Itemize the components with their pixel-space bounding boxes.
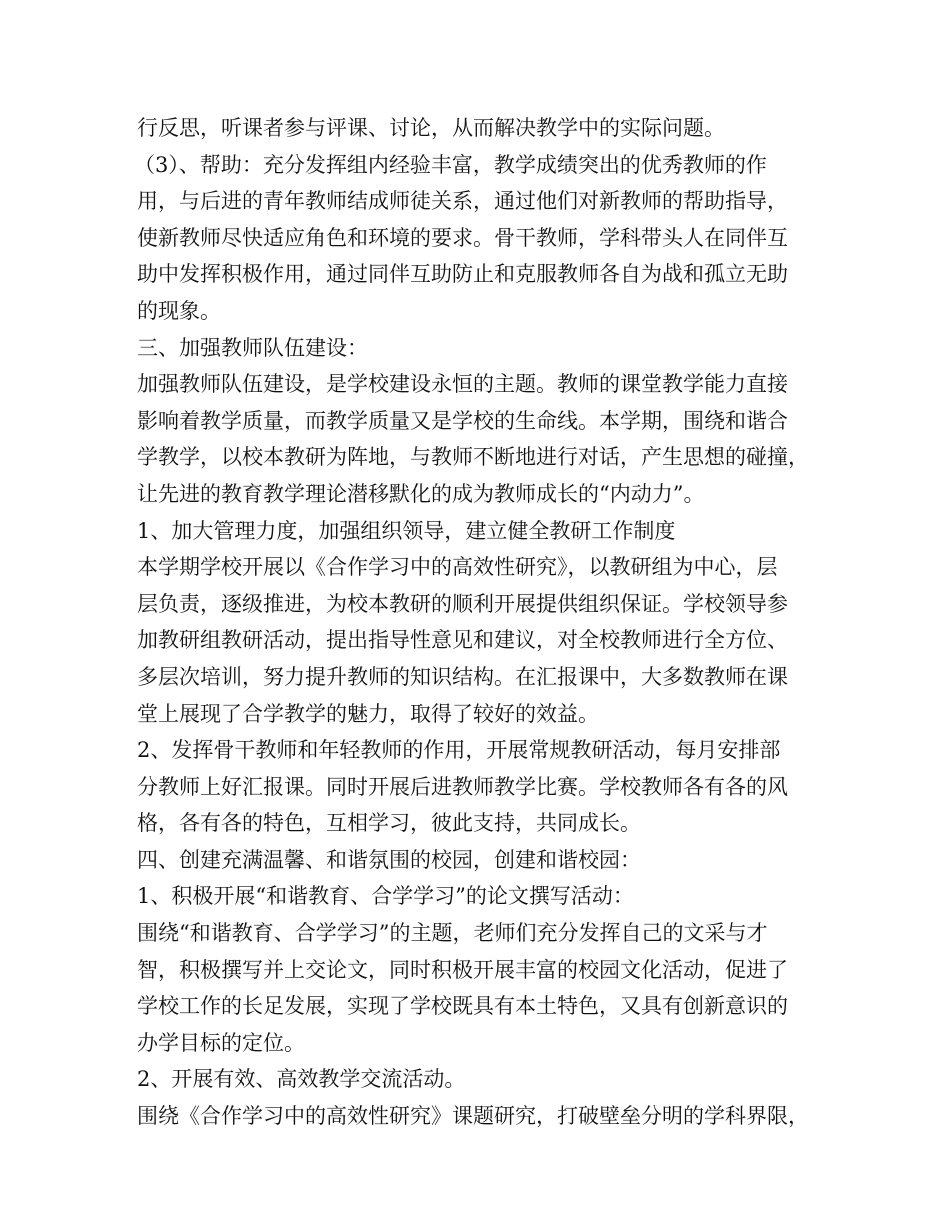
subsection-heading: 2、开展有效、高效教学交流活动。 <box>137 1067 466 1092</box>
text-line: 用，与后进的青年教师结成师徒关系，通过他们对新教师的帮助指导， <box>137 189 788 214</box>
text-line: 格，各有各的特色，互相学习，彼此支持，共同成长。 <box>137 811 641 836</box>
text-line: 2、发挥骨干教师和年轻教师的作用，开展常规教研活动，每月安排部 <box>137 738 781 763</box>
text-line: 分教师上好汇报课。同时开展后进教师教学比赛。学校教师各有各的风 <box>137 774 788 799</box>
text-line: 影响着教学质量，而教学质量又是学校的生命线。本学期，围绕和谐合 <box>137 408 788 433</box>
text-line: 行反思，听课者参与评课、讨论，从而解决教学中的实际问题。 <box>137 116 725 140</box>
text-line: 围绕《合作学习中的高效性研究》课题研究，打破壁垒分明的学科界限， <box>137 1104 809 1129</box>
text-line: 助中发挥积极作用，通过同伴互助防止和克服教师各自为战和孤立无助 <box>137 262 788 287</box>
text-line: 加教研组教研活动，提出指导性意见和建议，对全校教师进行全方位、 <box>137 628 788 653</box>
text-line: （3）、帮助：充分发挥组内经验丰富，教学成绩突出的优秀教师的作 <box>134 152 767 177</box>
document-body <box>134 110 827 1135</box>
subsection-heading: 1、加大管理力度，加强组织领导，建立健全教研工作制度 <box>137 518 676 543</box>
text-line: 学教学，以校本教研为阵地，与教师不断地进行对话，产生思想的碰撞， <box>137 445 809 470</box>
text-line: 办学目标的定位。 <box>137 1030 305 1055</box>
text-line: 加强教师队伍建设，是学校建设永恒的主题。教师的课堂教学能力直接 <box>137 372 788 397</box>
text-line: 本学期学校开展以《合作学习中的高效性研究》，以教研组为中心，层 <box>137 555 778 580</box>
text-line: 让先进的教育教学理论潜移默化的成为教师成长的“内动力”。 <box>137 481 705 506</box>
text-line: 使新教师尽快适应角色和环境的要求。骨干教师，学科带头人在同伴互 <box>137 225 788 250</box>
text-line: 智，积极撰写并上交论文，同时积极开展丰富的校园文化活动，促进了 <box>137 957 788 982</box>
section-heading: 三、加强教师队伍建设： <box>137 335 368 360</box>
text-line: 的现象。 <box>137 298 221 323</box>
text-line: 堂上展现了合学教学的魅力，取得了较好的效益。 <box>137 701 599 726</box>
text-line: 多层次培训，努力提升教师的知识结构。在汇报课中，大多数教师在课 <box>137 664 788 689</box>
text-line: 学校工作的长足发展，实现了学校既具有本土特色，又具有创新意识的 <box>137 994 788 1019</box>
text-line: 围绕“和谐教育、合学学习”的主题，老师们充分发挥自己的文采与才 <box>137 921 768 946</box>
subsection-heading: 1、积极开展“和谐教育、合学学习”的论文撰写活动： <box>137 884 634 909</box>
text-line: 层负责，逐级推进，为校本教研的顺利开展提供组织保证。学校领导参 <box>137 591 788 616</box>
section-heading: 四、创建充满温馨、和谐氛围的校园，创建和谐校园： <box>137 847 641 872</box>
